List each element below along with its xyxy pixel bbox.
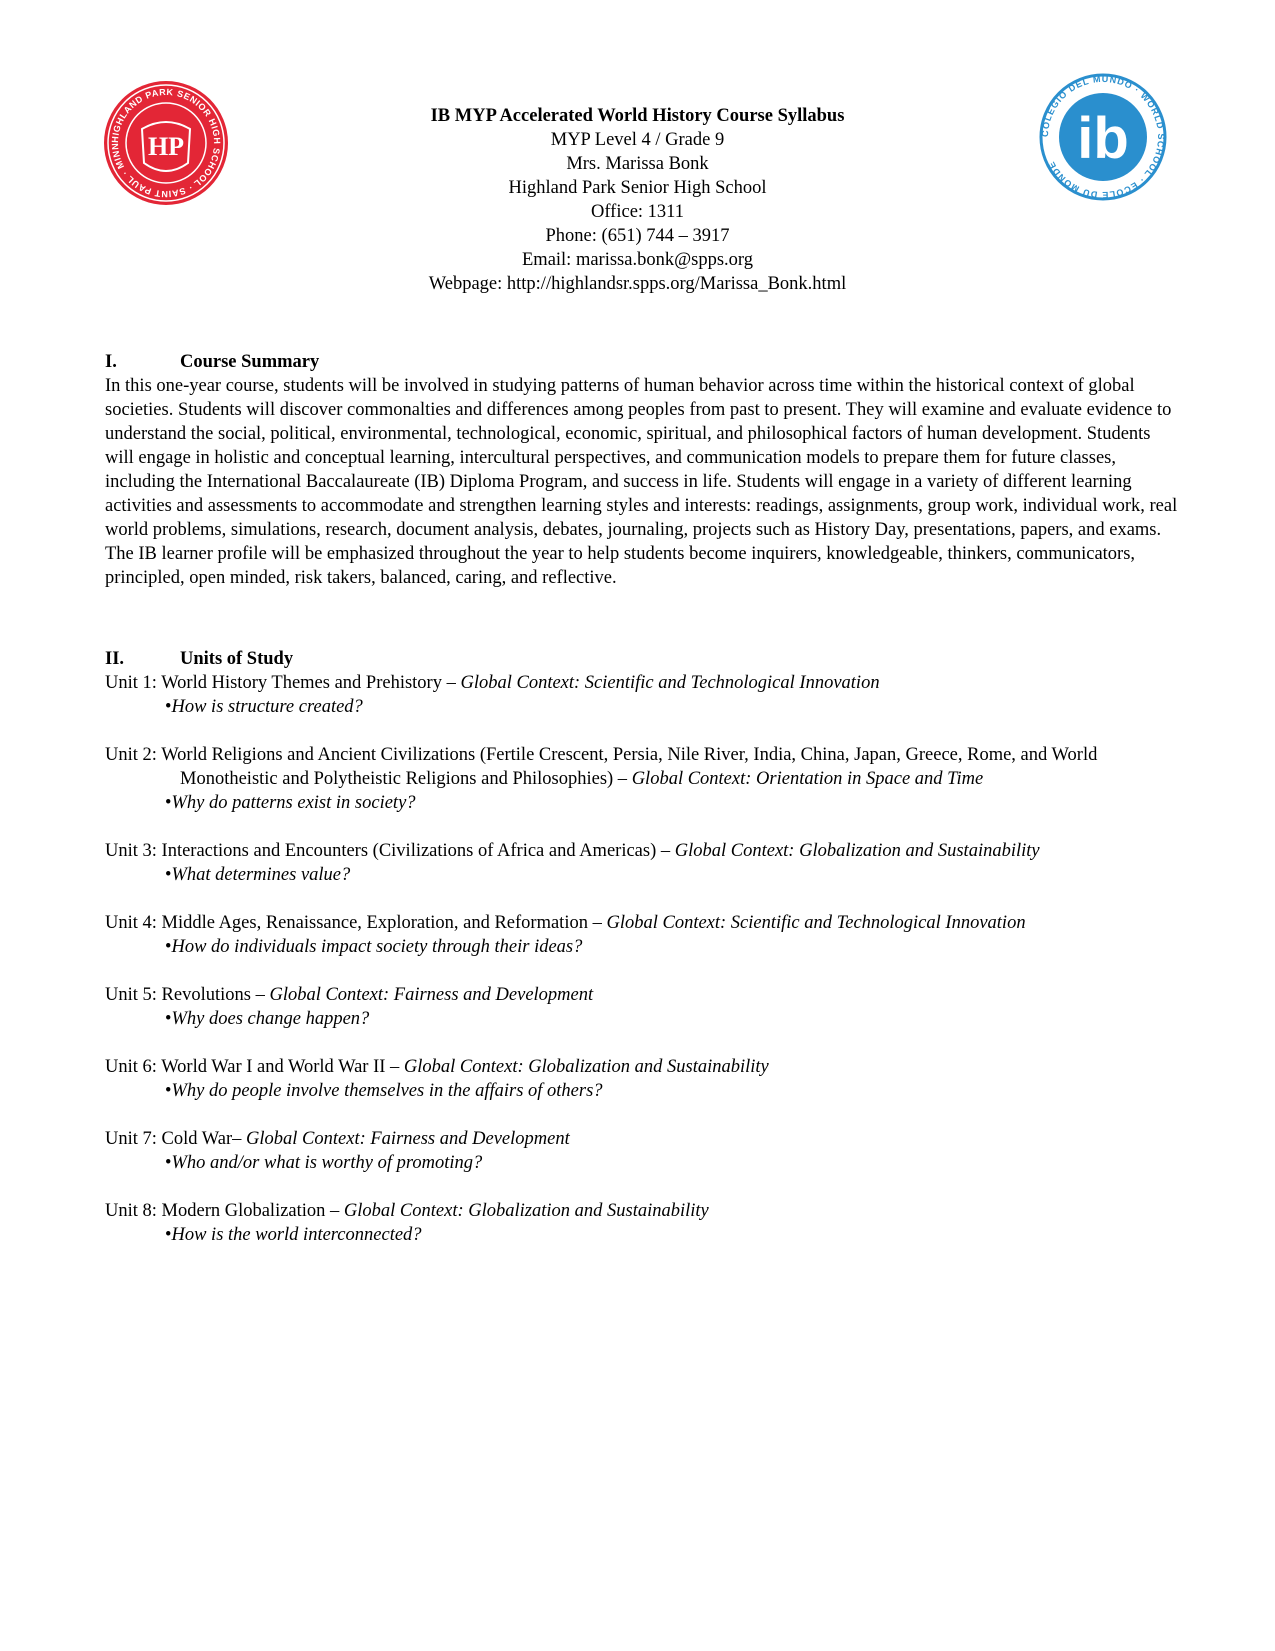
syllabus-header [300, 104, 975, 296]
units-of-study-section [105, 647, 1180, 1271]
global-context: Global Context: Globalization and Sustainability [674, 841, 1040, 861]
section-number: II. [105, 649, 125, 669]
course-summary-text: In this one-year course, students will be involved in studying patterns of human behavior across time within the historical context of global societies. Students will discover commonalties and differences among peoples from past to present. They will examine and evaluate evidence to understand the social, political, environmental, technological, economic, spiritual, and philosophical factors of human development. Students will engage in holistic and conceptual learning, intercultural perspectives, and communication models to prepare them for future classes, including the International Baccalaureate (IB) Diploma Program, and success in life. Students will engage in a variety of different learning activities and assessments to accommodate and strengthen learning styles and interests: readings, assignments, group work, individual work, real world problems, simulations, research, document analysis, debates, journaling, projects such as History Day, presentations, papers, and exams. The IB learner profile will be emphasized throughout the year to help students become inquirers, knowledgeable, thinkers, communicators, principled, open minded, risk takers, balanced, caring, and reflective. [105, 376, 1178, 588]
unit-label: Unit 3: Interactions and Encounters (Civilizations of Africa and Americas) – [105, 841, 675, 861]
webpage-link[interactable]: Webpage: http://highlandsr.spps.org/Marissa_Bonk.html [428, 274, 847, 294]
list-item [105, 671, 1180, 719]
global-context: Global Context: Scientific and Technological Innovation [606, 913, 1026, 933]
unit-question: •How do individuals impact society through their ideas? [165, 937, 583, 957]
inquiry-question: Why does change happen? [171, 1009, 370, 1029]
unit-label: Unit 2: World Religions and Ancient Civilizations (Fertile Crescent, Persia, Nile River, India, China, Japan, Greece, Rome, and World Monotheistic and Polytheistic Religions and Philosophies) – [105, 745, 1098, 789]
list-item [105, 1127, 1180, 1175]
global-context: Global Context: Globalization and Sustainability [403, 1057, 769, 1077]
unit-question: •How is structure created? [165, 697, 363, 717]
list-item [105, 839, 1180, 887]
unit-question: •Why does change happen? [165, 1009, 370, 1029]
section-number: I. [105, 352, 117, 372]
unit-label: Unit 4: Middle Ages, Renaissance, Exploration, and Reformation – [105, 913, 607, 933]
unit-title [105, 743, 1180, 791]
unit-list [105, 671, 1180, 1247]
inquiry-question: How is structure created? [171, 697, 363, 717]
unit-question: •What determines value? [165, 865, 351, 885]
unit-title [105, 839, 1180, 863]
unit-label: Unit 5: Revolutions – [105, 985, 270, 1005]
inquiry-question: Why do patterns exist in society? [171, 793, 416, 813]
list-item [105, 743, 1180, 815]
inquiry-question: How do individuals impact society through their ideas? [171, 937, 583, 957]
section-title: Course Summary [180, 352, 320, 372]
unit-label: Unit 7: Cold War– [105, 1129, 247, 1149]
global-context: Global Context: Fairness and Development [269, 985, 594, 1005]
unit-title [105, 1199, 1180, 1223]
unit-title [105, 983, 1180, 1007]
unit-label: Unit 6: World War I and World War II – [105, 1057, 404, 1077]
unit-question: •Why do people involve themselves in the affairs of others? [165, 1081, 603, 1101]
highland-park-seal-icon [102, 79, 230, 207]
global-context: Global Context: Globalization and Sustainability [343, 1201, 709, 1221]
unit-label: Unit 8: Modern Globalization – [105, 1201, 344, 1221]
phone-number: Phone: (651) 744 – 3917 [545, 226, 730, 246]
email-address: Email: marissa.bonk@spps.org [522, 250, 753, 270]
inquiry-question: How is the world interconnected? [171, 1225, 422, 1245]
inquiry-question: What determines value? [171, 865, 351, 885]
unit-title [105, 671, 1180, 695]
unit-title [105, 911, 1180, 935]
teacher-name: Mrs. Marissa Bonk [566, 154, 709, 174]
course-summary-section [105, 350, 1180, 590]
unit-question: •How is the world interconnected? [165, 1225, 422, 1245]
unit-question: •Who and/or what is worthy of promoting? [165, 1153, 483, 1173]
section-title: Units of Study [180, 649, 294, 669]
office-number: Office: 1311 [591, 202, 684, 222]
list-item [105, 911, 1180, 959]
inquiry-question: Why do people involve themselves in the affairs of others? [171, 1081, 603, 1101]
unit-title [105, 1055, 1180, 1079]
list-item [105, 983, 1180, 1031]
global-context: Global Context: Fairness and Development [246, 1129, 570, 1149]
svg-text:COLEGIO DEL MUNDO · WORLD SCHO: COLEGIO DEL MUNDO · WORLD SCHOOL · ÉCOLE DU MONDE [1039, 73, 1167, 201]
unit-question: •Why do patterns exist in society? [165, 793, 416, 813]
svg-text:HIGHLAND PARK SENIOR HIGH SCHO: HIGHLAND PARK SENIOR HIGH SCHOOL · SAINT PAUL · MINN [109, 86, 223, 200]
global-context: Global Context: Scientific and Technological Innovation [460, 673, 880, 693]
school-name: Highland Park Senior High School [508, 178, 767, 198]
section-heading [105, 350, 1180, 374]
svg-text:ib: ib [1077, 106, 1129, 171]
unit-label: Unit 1: World History Themes and Prehistory – [105, 673, 461, 693]
section-heading [105, 647, 1180, 671]
list-item [105, 1055, 1180, 1103]
unit-title [105, 1127, 1180, 1151]
ib-world-school-logo-icon [1038, 72, 1168, 202]
list-item [105, 1199, 1180, 1247]
course-level: MYP Level 4 / Grade 9 [550, 130, 725, 150]
page-title: IB MYP Accelerated World History Course Syllabus [430, 106, 845, 126]
global-context: Global Context: Orientation in Space and Time [631, 769, 984, 789]
inquiry-question: Who and/or what is worthy of promoting? [171, 1153, 483, 1173]
svg-text:HP: HP [147, 132, 185, 161]
